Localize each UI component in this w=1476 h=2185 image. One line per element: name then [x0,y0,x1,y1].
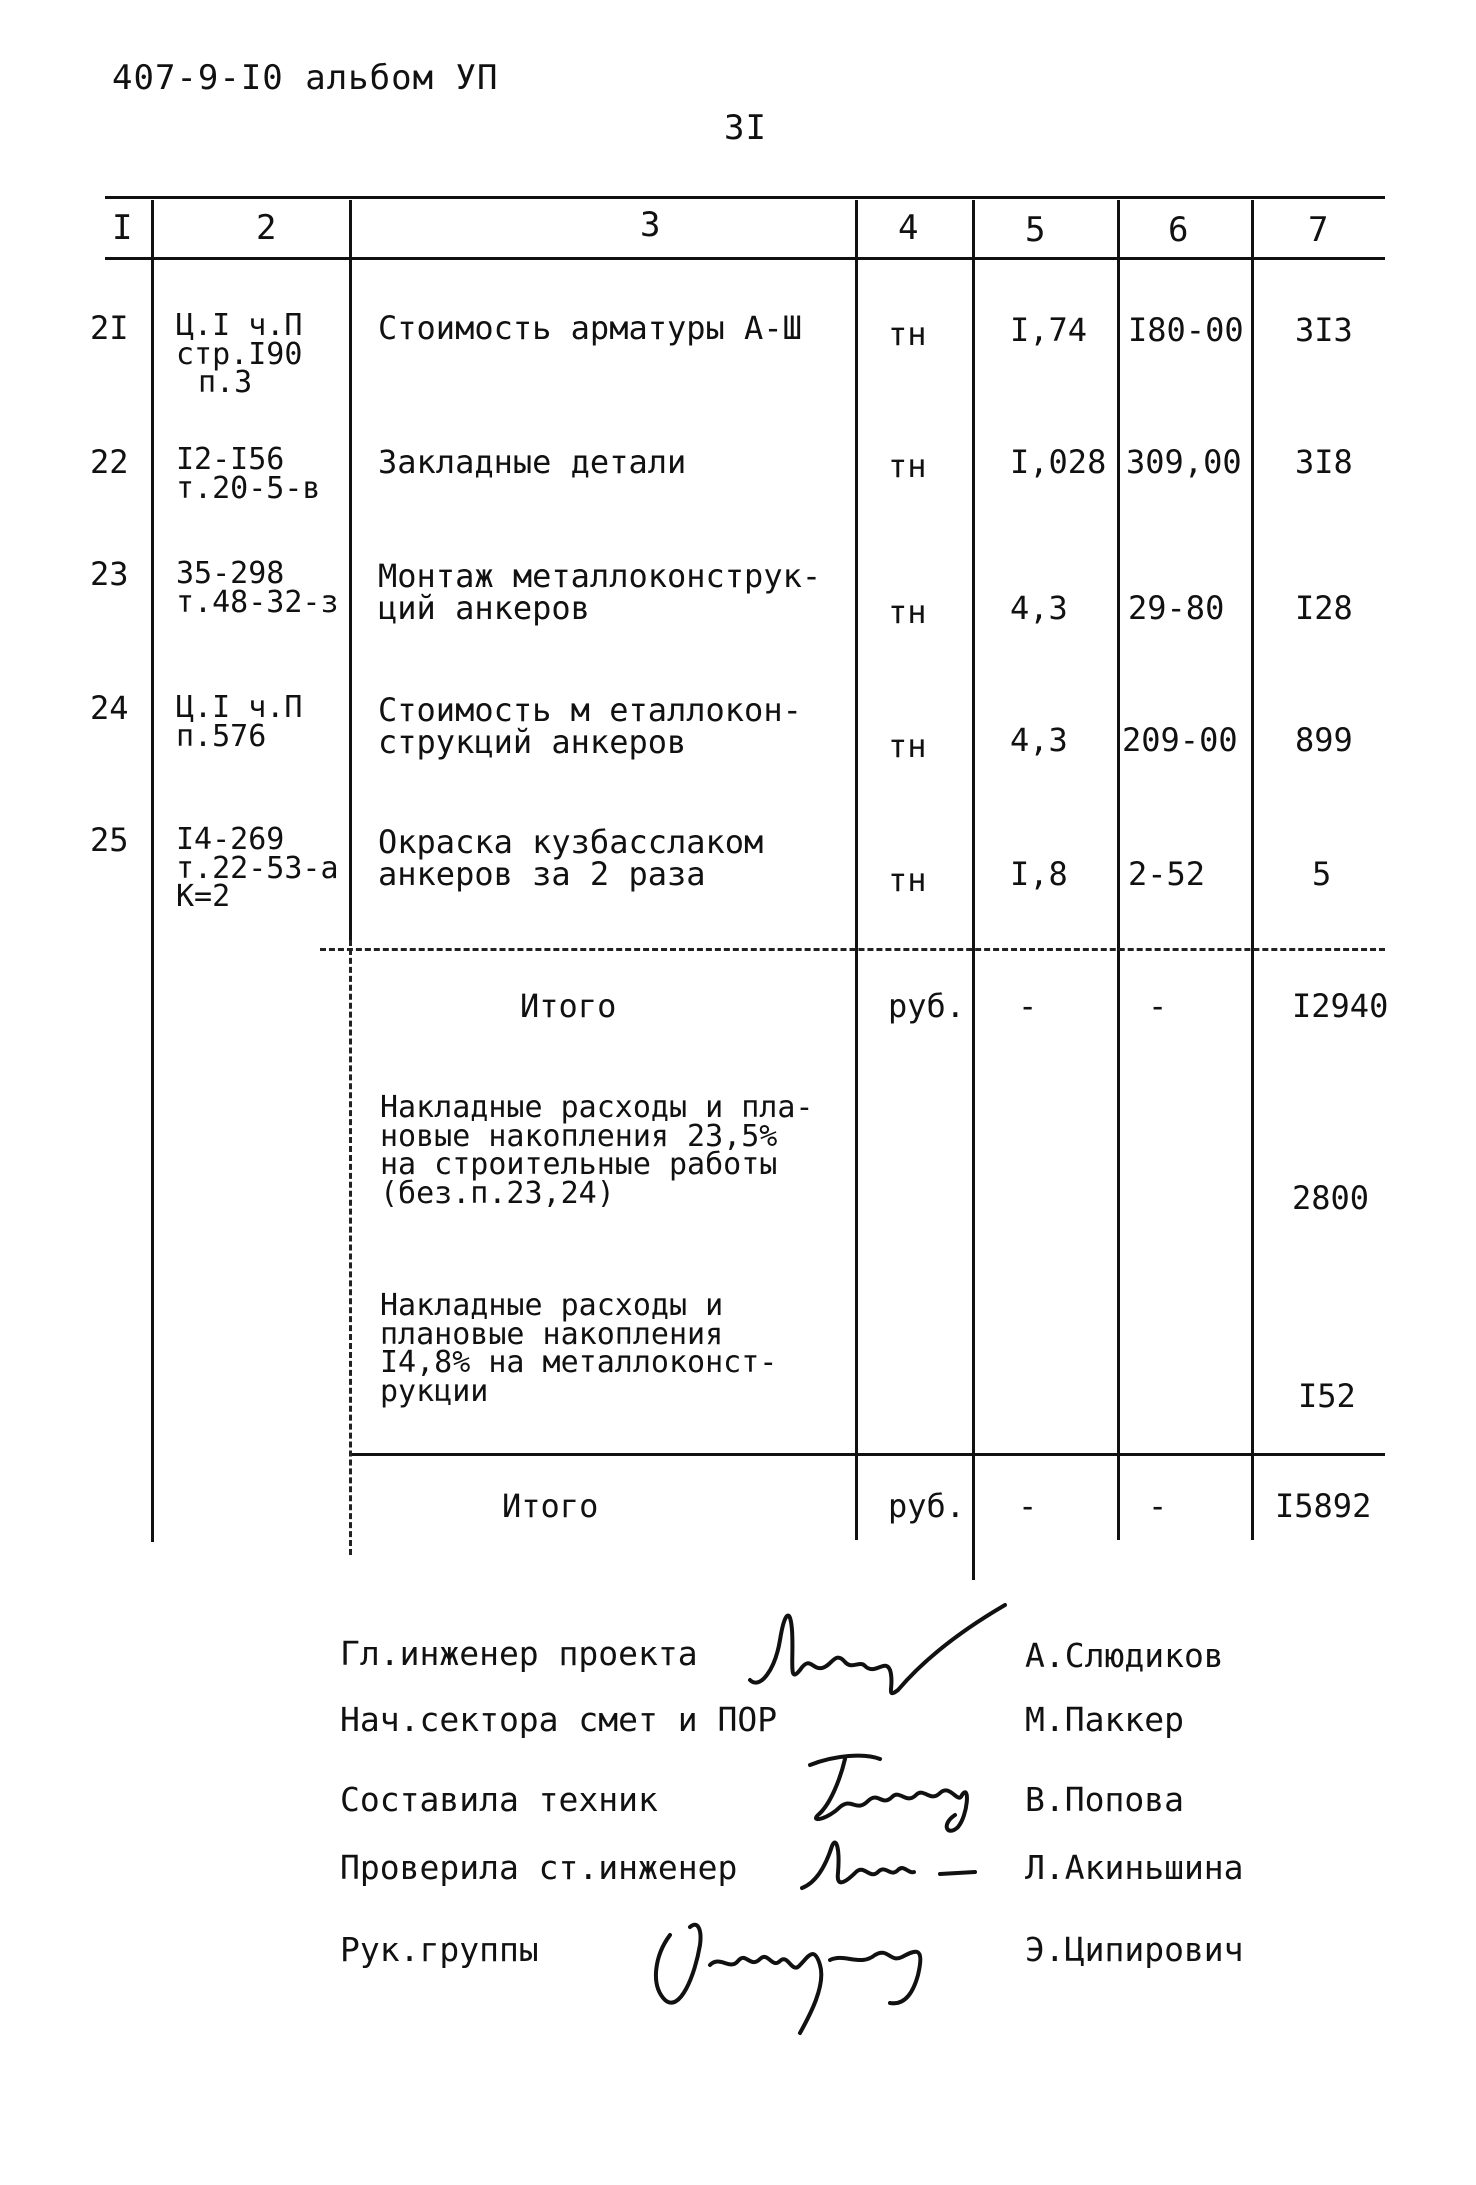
overhead-construction-text: Накладные расходы и пла- новые накопления 23,5% на строительные работы (без.п.23,24) [380,1090,814,1211]
column-divider [151,200,154,1542]
signature-role: Проверила ст.инженер [340,1848,738,1887]
column-header: 2 [256,208,278,248]
quantity: I,8 [1010,855,1068,893]
norm-reference: I4-269 т.22-53-а К=2 [176,822,339,914]
row-number: 23 [90,555,129,593]
row-number: 2I [90,309,129,347]
item-name: Закладные детали [378,443,687,481]
grand-total-rule [352,1453,1385,1456]
signatory-name: М.Паккер [1025,1700,1184,1739]
handwritten-signature [790,1745,1010,1835]
subtotal-label: Итого [520,987,617,1025]
norm-reference: Ц.I ч.П п.576 [176,690,303,754]
signature-role: Нач.сектора смет и ПОР [340,1700,778,1739]
subtotal-qty: - [1018,987,1038,1025]
signature-role: Гл.инженер проекта [340,1634,698,1673]
column-header: I [112,208,134,248]
item-name: Окраска кузбасслаком анкеров за 2 раза [378,823,764,893]
column-divider [1117,200,1120,1540]
subtotal-total: I2940 [1292,987,1389,1025]
table-top-rule [105,196,1385,199]
grand-total-label: Итого [502,1487,599,1525]
signature-role: Составила техник [340,1780,658,1819]
column-header: 3 [640,205,662,245]
signatory-name: В.Попова [1025,1780,1184,1819]
rows-end-rule [320,948,1385,951]
handwritten-signature [740,1600,1020,1710]
quantity: I,028 [1010,443,1107,481]
column-header: 6 [1168,210,1190,250]
column-header: 4 [898,208,920,248]
row-total: 899 [1295,721,1353,759]
row-total: 3I8 [1295,443,1353,481]
unit: тн [888,861,927,899]
signatory-name: Э.Ципирович [1025,1930,1244,1969]
column-header: 7 [1308,210,1330,250]
overhead-metal-total: I52 [1298,1377,1356,1415]
item-name: Стоимость м еталлокон- струкций анкеров [378,691,802,761]
column-divider [855,200,858,1540]
overhead-construction-total: 2800 [1292,1179,1370,1217]
signatory-name: Л.Акиньшина [1025,1848,1244,1887]
unit: тн [888,727,927,765]
item-name: Стоимость арматуры А-Ш [378,309,802,347]
header-bottom-rule [105,257,1385,260]
row-total: I28 [1295,589,1353,627]
norm-reference: Ц.I ч.П стр.I90 п.3 [176,308,303,400]
document-code: 407-9-I0 альбом УП [112,58,499,98]
norm-reference: I2-I56 т.20-5-в [176,442,321,506]
column-header: 5 [1025,210,1047,250]
overhead-metal-text: Накладные расходы и плановые накопления I4,8% на металлоконст- рукции [380,1288,778,1409]
signature-role: Рук.группы [340,1930,539,1969]
norm-reference: 35-298 т.48-32-з [176,556,339,620]
page-number: 3I [724,108,767,148]
handwritten-signature [790,1828,990,1908]
quantity: 4,3 [1010,721,1068,759]
grand-total-total: I5892 [1275,1487,1372,1525]
subtotal-price: - [1148,987,1168,1025]
quantity: I,74 [1010,311,1088,349]
subtotal-unit: руб. [888,987,966,1025]
signatory-name: А.Слюдиков [1025,1636,1224,1675]
quantity: 4,3 [1010,589,1068,627]
row-total: 3I3 [1295,311,1353,349]
column-divider [349,940,352,1555]
grand-total-price: - [1148,1487,1168,1525]
unit: тн [888,447,927,485]
column-divider [349,200,352,940]
column-divider [1251,200,1254,1540]
grand-total-unit: руб. [888,1487,966,1525]
row-number: 24 [90,689,129,727]
unit: тн [888,315,927,353]
row-total: 5 [1312,855,1332,893]
handwritten-signature [640,1905,940,2035]
unit-price: 209-00 [1122,721,1238,759]
unit-price: 2-52 [1128,855,1206,893]
item-name: Монтаж металлоконструк- ций анкеров [378,557,822,627]
unit-price: I80-00 [1128,311,1244,349]
unit-price: 309,00 [1126,443,1242,481]
row-number: 25 [90,821,129,859]
row-number: 22 [90,443,129,481]
column-divider [972,200,975,1580]
unit-price: 29-80 [1128,589,1225,627]
unit: тн [888,593,927,631]
grand-total-qty: - [1018,1487,1038,1525]
